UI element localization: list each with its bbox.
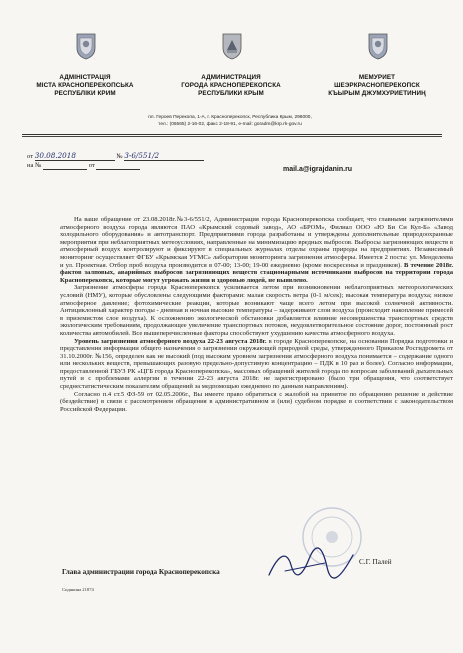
letter-body: [60, 216, 453, 413]
header-ukrainian: [24, 74, 146, 98]
header-line: РЕСПУБЛІКИ КРИМ: [54, 90, 116, 97]
reference-number-label: на №: [27, 162, 42, 169]
header-divider: [22, 136, 442, 137]
paragraph: [60, 391, 453, 414]
registration-date: 30.08.2018: [35, 151, 115, 161]
header-line: ШЕЭРКРАСНОПЕРЕКОПСК: [334, 82, 420, 89]
header-crimean-tatar: [314, 74, 440, 98]
paragraph-text: Согласно п.4 ст.5 ФЗ-59 от 02.05.2006г., Вы имеете право обратиться с жалобой на принятое по обращению решение и действие (бездействие) в связи с рассмотрением обращения в административном и (или) судебном порядке в соответствии с законодательством Российской Федерации.: [60, 390, 453, 413]
address-line: пл. Героев Перекопа, 1-А, г. Красноперекопск, Республика Крым, 296000,: [148, 115, 312, 120]
reference-line: [27, 162, 140, 170]
city-coat-of-arms-icon: [221, 32, 243, 60]
header-line: АДМИНИСТРАЦИЯ: [201, 74, 261, 81]
contact-line: тел.: (06565) 2-16-02, факс 2-18-91, e-mail: goradm@krp.rk-gov.ru: [158, 121, 302, 127]
header-line: АДМІНІСТРАЦІЯ: [59, 74, 111, 81]
registration-line: [27, 151, 204, 161]
paragraph: [60, 284, 453, 337]
reference-number-blank: [43, 162, 87, 170]
paragraph: [60, 216, 453, 284]
header-line: ГОРОДА КРАСНОПЕРЕКОПСКА: [181, 82, 281, 89]
header-line: РЕСПУБЛИКИ КРЫМ: [198, 90, 264, 97]
recipient-email: mail.a@igrajdanin.ru: [283, 166, 353, 173]
paragraph-text: Загрязнение атмосферы города Красноперекопск усиливается летом при возникновении неблагоприятных метеорологических условий (НМУ), которые обусловлены следующими факторами: малая скорость ветра (0-1 м/сек); высокая температура воздуха; низкое атмосферное давление; фотохимические реакции, которые возникают чаще всего летом при высокой солнечной активности. Антициклонный характер погоды - дневная и ночная высокие температуры – задерживают слои воздуха (происходит накопление примесей в приземистом слое воздуха). К осложнению экологической обстановки добавляется влияние несовершенства транспортных средств экологическим требованиям, продолжающее увеличение транспортных потоков, неудовлетворительное состояние дорог, постоянный рост количества автомобилей. Все вышеперечисленные факторы способствуют ухудшению качества атмосферного воздуха.: [60, 284, 453, 337]
reference-date-label: от: [88, 162, 95, 169]
paragraph-emphasis: В течение 2018г. фактов залповых, аварийных выбросов загрязняющих веществ стационарными источниками выбросов на территории города Красноперекопск, которые могут угрожать жизни и здоровью людей, не выявлено.: [60, 261, 454, 284]
paragraph-text: На ваше обращение от 23.08.2018г.№3-6/551/2, Администрация города Красноперекопска сообщает, что главными загрязнителями атмосферного воздуха города являются ПАО «Крымский содовый завод», АО «БРОМ», Филиал ООО «Ю Би Си Кул-Б» «Завод холодильного оборудования» и автотранспорт. Предприятиями города разработаны и утверждены дополнительные природоохранные мероприятия при неблагоприятных метеоусловиях, направленные на минимизацию вредных выбросов. Выбросы загрязняющих веществ в атмосферный воздух контролируют и фиксируют в специальных журналах отделы охраны природы на предприятиях. Независимый мониторинг осуществляет ФГБУ «Крымская УГМС» лаборатория мониторинга загрязнения атмосферы. Имеется 2 поста: ул. Менделеева и ул. Проектная. Отбор проб воздуха производится в 07-00; 13-00; 19-00 ежедневно (кроме воскресенья и праздников).: [60, 216, 453, 269]
paragraph-text: в городе Красноперекопске, на основании Порядка подготовки и представления информации общего назначения о загрязнении окружающей природной среды, утвержденного Приказом Росгидромета от 31.10.2000г. №156, определен как не высокий (под высоким уровнем загрязнения атмосферного воздуха понимается – содержание одного или нескольких веществ, превышающих разовую предельно-допустимую концентрацию – ПДК в 10 раз и более). Согласно информации, предоставленной ГБУЗ РК «ЦГБ города Красноперекопска», массовых обращений жителей города по вопросам заболеваний дыхательных путей и с проблемами аллергии в течении 22-23 августа 2018г. не зарегистрировано (было три обращения, что соответствует среднестатистическим показателям обращений за медпомощью ежедневно по данным направлениям).: [60, 337, 454, 391]
registration-number: 3-6/551/2: [124, 151, 204, 161]
header-line: КЪЫРЫМ ДЖУМХУРИЕТИНИҢ: [328, 90, 426, 97]
paragraph-emphasis: Уровень загрязнения атмосферного воздуха 22-23 августа 2018г.: [74, 337, 267, 345]
address-block: [30, 115, 430, 128]
header-russian: [167, 74, 295, 98]
signer-title: Глава администрации города Красноперекопска: [62, 568, 220, 576]
crimea-coat-of-arms-icon: [367, 32, 389, 60]
executor-note: Сидякина 21874: [62, 587, 94, 592]
paragraph: [60, 338, 453, 391]
header-line: МІСТА КРАСНОПЕРЕКОПСЬКА: [36, 82, 134, 89]
date-label: от: [27, 153, 34, 160]
crimea-coat-of-arms-icon: [75, 32, 97, 60]
reference-date-blank: [96, 162, 140, 170]
header-divider: [22, 134, 442, 135]
handwritten-signature: [265, 545, 357, 585]
header-line: МЕМУРИЕТ: [358, 74, 396, 81]
number-label: №: [116, 153, 123, 160]
signer-name: С.Г. Палей: [359, 558, 392, 566]
